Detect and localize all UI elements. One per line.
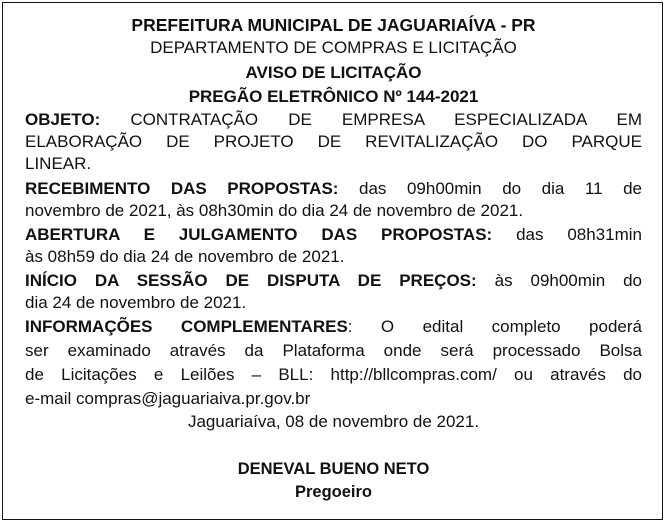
bidding-notice: [2, 2, 663, 520]
recebimento-label: RECEBIMENTO DAS PROPOSTAS:: [25, 179, 339, 198]
informacoes-line-1: [25, 317, 642, 337]
informacoes-line-3: de Licitações e Leilões – BLL: http://bllcompras.com/ ou através do: [25, 365, 642, 384]
recebimento-text-1: das 09h00min do dia 11 de: [359, 179, 642, 198]
inicio-line-1: [25, 271, 642, 291]
abertura-label: ABERTURA E JULGAMENTO DAS PROPOSTAS:: [25, 225, 493, 244]
date-line: Jaguariaíva, 08 de novembro de 2021.: [187, 412, 480, 431]
informacoes-label: INFORMAÇÕES COMPLEMENTARES: [25, 317, 348, 336]
department-subtitle: DEPARTAMENTO DE COMPRAS E LICITAÇÃO: [150, 38, 517, 57]
abertura-line-2: às 08h59 do dia 24 de novembro de 2021.: [25, 247, 345, 266]
inicio-text-1: às 09h00min do: [494, 271, 642, 290]
objeto-line-1: [25, 110, 642, 130]
signatory-name: DENEVAL BUENO NETO: [237, 460, 430, 478]
informacoes-line-2: ser examinado através da Plataforma onde será processado Bolsa: [25, 341, 642, 360]
notice-heading: AVISO DE LICITAÇÃO: [245, 63, 422, 82]
recebimento-line-2: novembro de 2021, às 08h30min do dia 24 de novembro de 2021.: [25, 201, 524, 220]
inicio-line-2: dia 24 de novembro de 2021.: [25, 293, 247, 312]
signatory-role: Pregoeiro: [294, 483, 373, 501]
objeto-text-1: CONTRATAÇÃO DE EMPRESA ESPECIALIZADA EM: [130, 110, 642, 129]
recebimento-line-1: [25, 179, 642, 199]
abertura-line-1: [25, 225, 642, 245]
municipality-title: PREFEITURA MUNICIPAL DE JAGUARIAÍVA - PR: [131, 15, 536, 35]
abertura-text-1: das 08h31min: [516, 225, 642, 244]
auction-number: PREGÃO ELETRÔNICO Nº 144-2021: [188, 87, 479, 106]
objeto-line-3: LINEAR.: [25, 154, 92, 173]
objeto-label: OBJETO:: [25, 110, 101, 129]
informacoes-text-1: : O edital completo poderá: [347, 317, 642, 336]
informacoes-line-4: e-mail compras@jaguariaiva.pr.gov.br: [25, 389, 311, 408]
objeto-line-2: ELABORAÇÃO DE PROJETO DE REVITALIZAÇÃO DO PARQUE: [25, 132, 642, 151]
inicio-label: INÍCIO DA SESSÃO DE DISPUTA DE PREÇOS:: [25, 271, 477, 290]
